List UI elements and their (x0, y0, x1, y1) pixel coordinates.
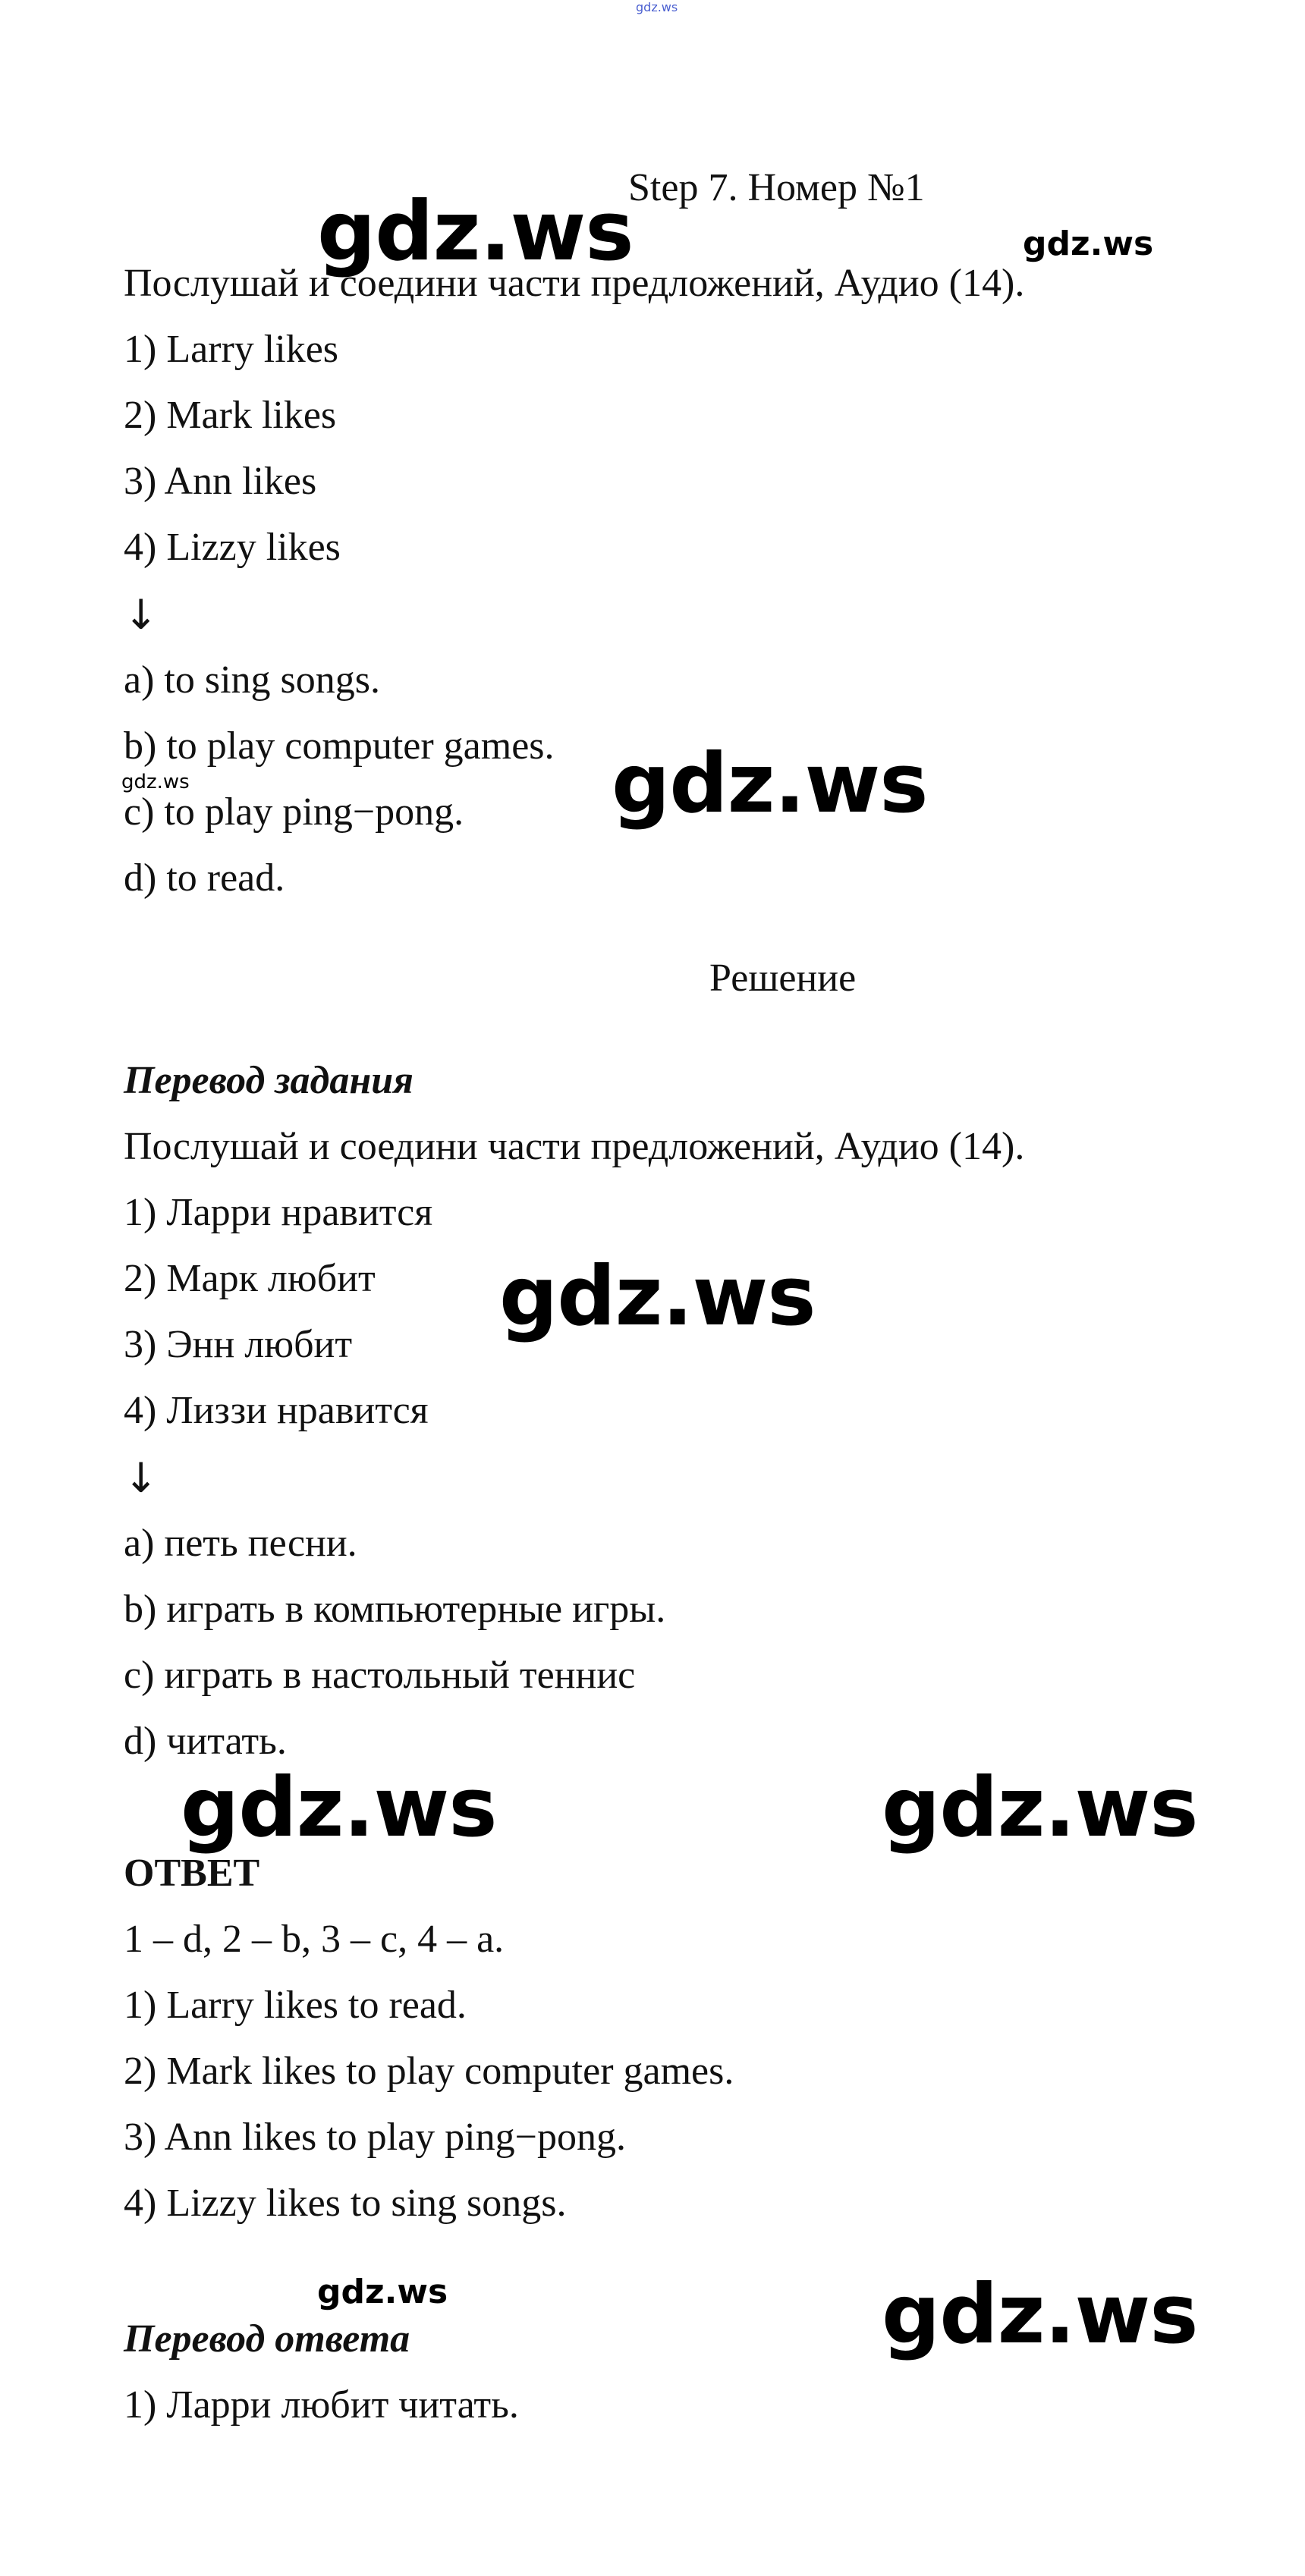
solution-label: Решение (709, 957, 857, 1000)
page-title: Step 7. Номер №1 (628, 166, 925, 209)
watermark-6: gdz.ws (181, 1761, 497, 1855)
translation-option: b) играть в компьютерные игры. (124, 1588, 666, 1631)
answer-sentence: 1) Larry likes to read. (124, 1984, 467, 2027)
task-item: 1) Larry likes (124, 328, 339, 371)
watermark-1: gdz.ws (317, 184, 634, 279)
down-arrow-icon: ↓ (124, 1454, 159, 1502)
watermark-4: gdz.ws (121, 771, 190, 793)
translation-option: а) петь песни. (124, 1522, 357, 1565)
watermark-9: gdz.ws (882, 2267, 1198, 2362)
task-option: a) to sing songs. (124, 658, 380, 702)
translation-item: 3) Энн любит (124, 1323, 353, 1366)
watermark-8: gdz.ws (317, 2273, 448, 2311)
translation-instruction: Послушай и соедини части предложений, Аудио (14). (124, 1125, 1025, 1168)
watermark-3: gdz.ws (612, 737, 928, 831)
translation-option: с) играть в настольный теннис (124, 1654, 636, 1697)
answer-translation-sentence: 1) Ларри любит читать. (124, 2383, 519, 2427)
task-instruction: Послушай и соедини части предложений, Аудио (14). (124, 262, 1025, 305)
translation-item: 2) Марк любит (124, 1257, 376, 1300)
watermark-5: gdz.ws (499, 1249, 816, 1344)
answer-sentence: 3) Ann likes to play ping−pong. (124, 2116, 626, 2159)
watermark-2: gdz.ws (1023, 225, 1154, 263)
translation-heading: Перевод задания (124, 1059, 414, 1102)
answer-heading: ОТВЕТ (124, 1852, 260, 1895)
task-option: c) to play ping−pong. (124, 790, 464, 834)
answer-sentence: 4) Lizzy likes to sing songs. (124, 2182, 567, 2225)
down-arrow-icon: ↓ (124, 591, 159, 639)
task-item: 4) Lizzy likes (124, 526, 341, 569)
translation-item: 4) Лиззи нравится (124, 1389, 429, 1432)
translation-item: 1) Ларри нравится (124, 1191, 433, 1234)
watermark-7: gdz.ws (882, 1761, 1198, 1855)
task-option: d) to read. (124, 856, 285, 900)
watermark-top: gdz.ws (636, 0, 678, 14)
answer-sentence: 2) Mark likes to play computer games. (124, 2050, 734, 2093)
answer-key: 1 – d, 2 – b, 3 – c, 4 – a. (124, 1918, 505, 1961)
task-option: b) to play computer games. (124, 724, 555, 768)
translation-option: d) читать. (124, 1720, 287, 1763)
answer-translation-heading: Перевод ответа (124, 2317, 410, 2361)
task-item: 3) Ann likes (124, 460, 317, 503)
task-item: 2) Mark likes (124, 394, 337, 437)
